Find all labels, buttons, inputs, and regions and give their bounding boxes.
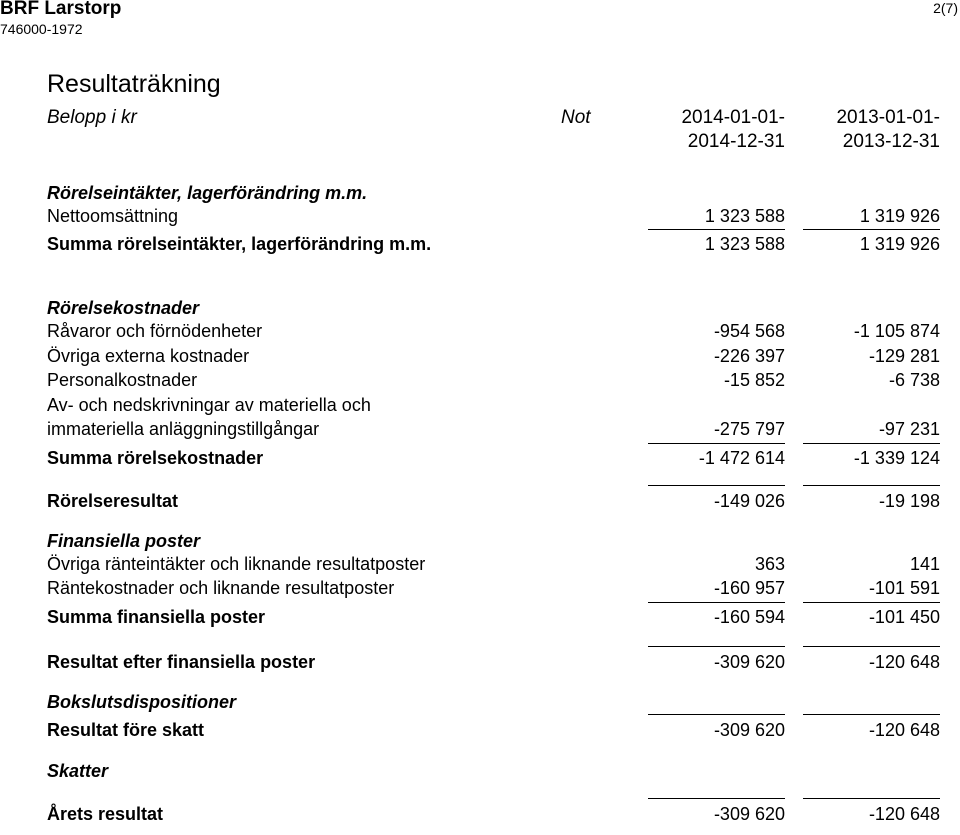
subtotal-value-previous: -101 450 bbox=[868, 607, 940, 627]
net-result-label: Årets resultat bbox=[47, 804, 164, 824]
row-value-previous: 1 319 926 bbox=[859, 206, 940, 226]
note-column-header: Not bbox=[561, 107, 591, 128]
subtotal-value-current: -309 620 bbox=[713, 652, 785, 672]
sum-rule bbox=[648, 798, 785, 799]
row-label: Övriga externa kostnader bbox=[47, 346, 250, 366]
sum-rule bbox=[648, 714, 785, 715]
net-result-value-previous: -120 648 bbox=[868, 804, 940, 824]
row-label: Räntekostnader och liknande resultatposter bbox=[47, 578, 395, 598]
net-result-value-current: -309 620 bbox=[713, 804, 785, 824]
period-current-start: 2014-01-01- bbox=[681, 107, 785, 128]
period-previous-end: 2013-12-31 bbox=[842, 131, 940, 152]
row-label: Av- och nedskrivningar av materiella och bbox=[47, 395, 371, 415]
subtotal-value-previous: 1 319 926 bbox=[859, 234, 940, 254]
sum-rule bbox=[648, 602, 785, 603]
subtotal-label: Summa rörelseintäkter, lagerförändring m.m. bbox=[47, 234, 432, 254]
row-label: immateriella anläggningstillgångar bbox=[47, 419, 320, 439]
subtotal-value-previous: -120 648 bbox=[868, 652, 940, 672]
organization-name: BRF Larstorp bbox=[0, 0, 122, 19]
section-heading-operating-income: Rörelseintäkter, lagerförändring m.m. bbox=[47, 183, 368, 203]
row-value-previous: -129 281 bbox=[868, 346, 940, 366]
section-heading-appropriations: Bokslutsdispositioner bbox=[47, 692, 237, 712]
page-number: 2(7) bbox=[933, 0, 958, 16]
sum-rule bbox=[648, 229, 785, 230]
subtotal-value-current: 1 323 588 bbox=[704, 234, 785, 254]
period-current-end: 2014-12-31 bbox=[687, 131, 785, 152]
row-label: Nettoomsättning bbox=[47, 206, 179, 226]
row-value-current: 1 323 588 bbox=[704, 206, 785, 226]
subtotal-label: Rörelseresultat bbox=[47, 491, 179, 511]
row-label: Övriga ränteintäkter och liknande resultatposter bbox=[47, 554, 426, 574]
row-value-previous: -97 231 bbox=[878, 419, 940, 439]
amount-unit-label: Belopp i kr bbox=[47, 107, 137, 128]
sum-rule bbox=[803, 443, 940, 444]
page-title: Resultaträkning bbox=[47, 70, 221, 98]
row-value-previous: -6 738 bbox=[888, 370, 940, 390]
sum-rule bbox=[803, 485, 940, 486]
sum-rule bbox=[648, 646, 785, 647]
subtotal-value-previous: -19 198 bbox=[878, 491, 940, 511]
row-value-current: 363 bbox=[754, 554, 785, 574]
sum-rule bbox=[648, 443, 785, 444]
row-value-current: -275 797 bbox=[713, 419, 785, 439]
row-value-current: -15 852 bbox=[723, 370, 785, 390]
sum-rule bbox=[648, 485, 785, 486]
period-previous-start: 2013-01-01- bbox=[836, 107, 940, 128]
row-label: Personalkostnader bbox=[47, 370, 198, 390]
subtotal-value-previous: -1 339 124 bbox=[853, 448, 940, 468]
subtotal-label: Summa rörelsekostnader bbox=[47, 448, 264, 468]
sum-rule bbox=[803, 646, 940, 647]
subtotal-label: Resultat efter finansiella poster bbox=[47, 652, 316, 672]
row-value-previous: -1 105 874 bbox=[853, 321, 940, 341]
subtotal-value-previous: -120 648 bbox=[868, 720, 940, 740]
sum-rule bbox=[803, 714, 940, 715]
row-label: Råvaror och förnödenheter bbox=[47, 321, 263, 341]
sum-rule bbox=[803, 798, 940, 799]
organization-number: 746000-1972 bbox=[0, 21, 83, 37]
sum-rule bbox=[803, 602, 940, 603]
subtotal-value-current: -160 594 bbox=[713, 607, 785, 627]
subtotal-value-current: -309 620 bbox=[713, 720, 785, 740]
sum-rule bbox=[803, 229, 940, 230]
row-value-current: -226 397 bbox=[713, 346, 785, 366]
section-heading-taxes: Skatter bbox=[47, 761, 109, 781]
row-value-previous: 141 bbox=[909, 554, 940, 574]
row-value-current: -954 568 bbox=[713, 321, 785, 341]
section-heading-operating-costs: Rörelsekostnader bbox=[47, 298, 200, 318]
subtotal-value-current: -149 026 bbox=[713, 491, 785, 511]
subtotal-value-current: -1 472 614 bbox=[698, 448, 785, 468]
subtotal-label: Resultat före skatt bbox=[47, 720, 205, 740]
row-value-current: -160 957 bbox=[713, 578, 785, 598]
section-heading-financial-items: Finansiella poster bbox=[47, 531, 201, 551]
row-value-previous: -101 591 bbox=[868, 578, 940, 598]
subtotal-label: Summa finansiella poster bbox=[47, 607, 266, 627]
